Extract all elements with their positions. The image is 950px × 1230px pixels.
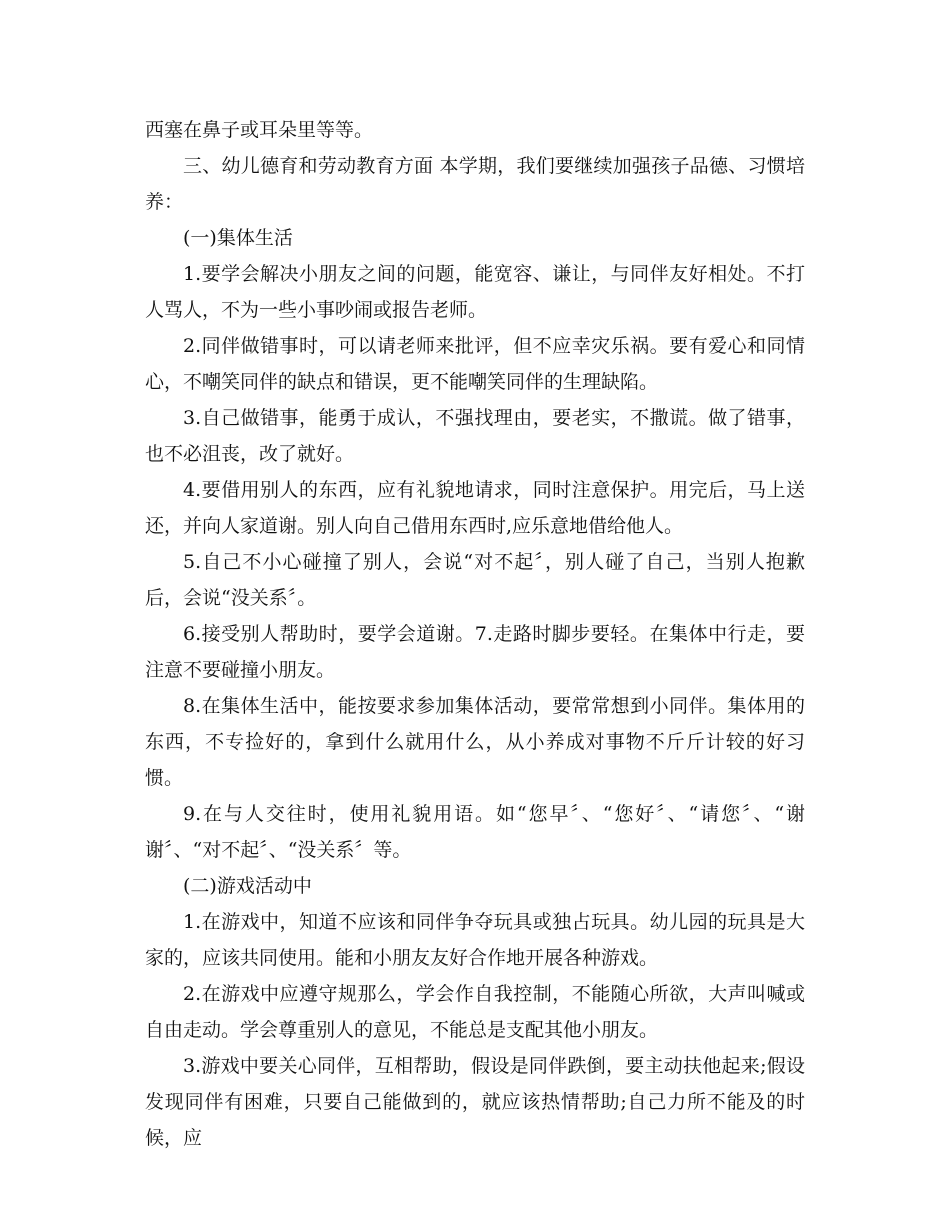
document-page: [145, 112, 805, 1156]
list-item-3: 3.自己做错事，能勇于成认，不强找理由，要老实，不撒谎。做了错事，也不必沮丧，改了就好。: [145, 407, 805, 465]
subsection-heading-game-activities: (二)游戏活动中: [183, 875, 312, 897]
list-item-5: 5.自己不小心碰撞了别人，会说“对不起〞，别人碰了自己，当别人抱歉后，会说“没关系〞。: [145, 551, 805, 609]
list-item-9: 9.在与人交往时，使用礼貌用语。如“您早〞、“您好〞、“请您〞、“谢谢〞、“对不起〞、“没关系〞等。: [145, 803, 805, 861]
list-item-2: 2.同伴做错事时，可以请老师来批评，但不应幸灾乐祸。要有爱心和同情心，不嘲笑同伴的缺点和错误，更不能嘲笑同伴的生理缺陷。: [145, 335, 805, 393]
section-heading-moral-labor: 三、幼儿德育和劳动教育方面 本学期，我们要继续加强孩子品德、习惯培养：: [145, 155, 805, 213]
subsection-heading-group-life: (一)集体生活: [183, 227, 293, 249]
game-list-item-3: 3.游戏中要关心同伴，互相帮助，假设是同伴跌倒，要主动扶他起来;假设发现同伴有困难，只要自己能做到的，就应该热情帮助;自己力所不能及的时候，应: [145, 1055, 805, 1149]
list-item-4: 4.要借用别人的东西，应有礼貌地请求，同时注意保护。用完后，马上送还，并向人家道谢。别人向自己借用东西时,应乐意地借给他人。: [145, 479, 805, 537]
list-item-1: 1.要学会解决小朋友之间的问题，能宽容、谦让，与同伴友好相处。不打人骂人，不为一些小事吵闹或报告老师。: [145, 263, 805, 321]
list-item-8: 8.在集体生活中，能按要求参加集体活动，要常常想到小同伴。集体用的东西，不专捡好的，拿到什么就用什么，从小养成对事物不斤斤计较的好习惯。: [145, 695, 805, 789]
game-list-item-1: 1.在游戏中，知道不应该和同伴争夺玩具或独占玩具。幼儿园的玩具是大家的，应该共同使用。能和小朋友友好合作地开展各种游戏。: [145, 911, 805, 969]
game-list-item-2: 2.在游戏中应遵守规那么，学会作自我控制，不能随心所欲，大声叫喊或自由走动。学会尊重别人的意见，不能总是支配其他小朋友。: [145, 983, 805, 1041]
paragraph-continuation: 西塞在鼻子或耳朵里等等。: [145, 119, 374, 141]
list-item-6-7: 6.接受别人帮助时，要学会道谢。7.走路时脚步要轻。在集体中行走，要注意不要碰撞小朋友。: [145, 623, 805, 681]
